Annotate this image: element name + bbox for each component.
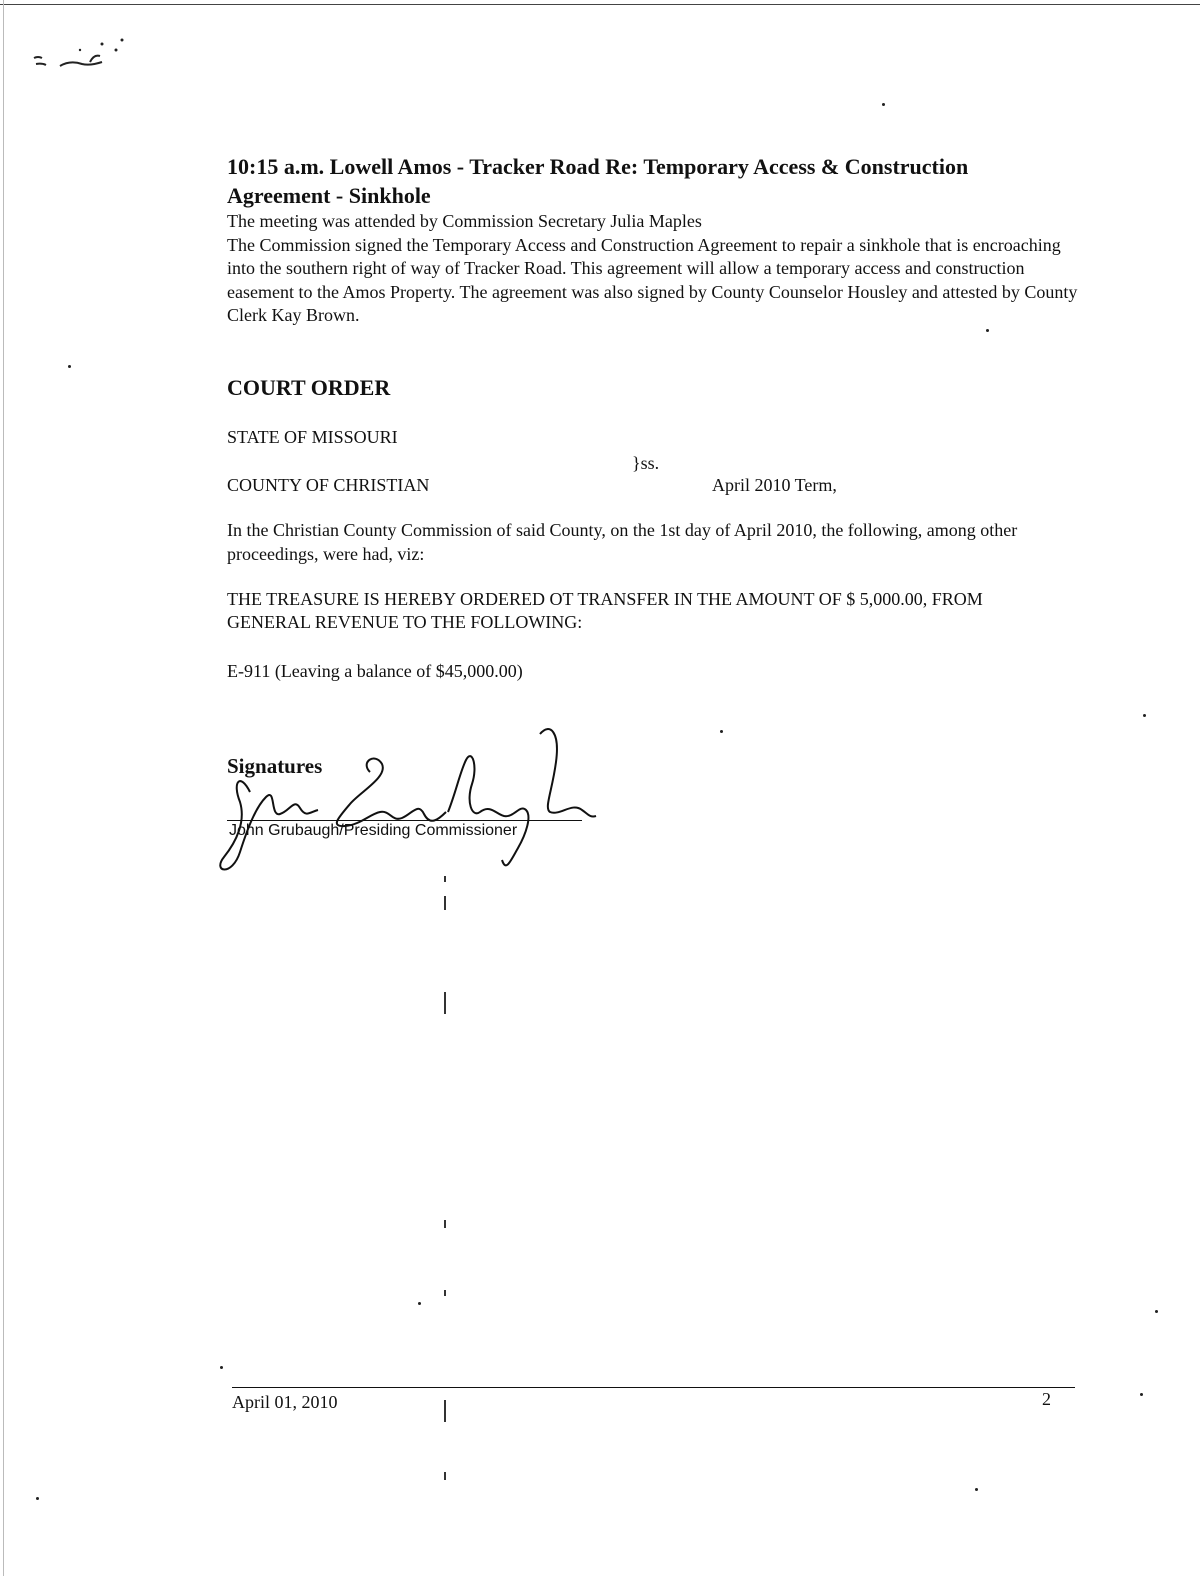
transfer-order-line-2: GENERAL REVENUE TO THE FOLLOWING: — [227, 612, 583, 632]
scan-dash — [444, 1290, 446, 1296]
ss-marker: }ss. — [632, 453, 660, 473]
scan-speck — [986, 329, 989, 332]
scan-dash — [444, 896, 446, 910]
scan-speck — [1155, 1310, 1158, 1313]
scan-dash — [444, 1472, 446, 1480]
court-order-title: COURT ORDER — [227, 375, 391, 400]
scan-dash — [444, 1400, 446, 1422]
scan-dash — [444, 992, 446, 1014]
scan-dash — [444, 1220, 446, 1228]
meeting-heading — [227, 152, 1087, 210]
state-line: STATE OF MISSOURI — [227, 427, 398, 447]
footer-date: April 01, 2010 — [232, 1392, 338, 1412]
proceedings-text: In the Christian County Commission of said County, on the 1st day of April 2010, the following, among other proceedings, were had, viz: — [227, 520, 1018, 564]
meeting-heading-line-1: 10:15 a.m. Lowell Amos - Tracker Road Re: Temporary Access & Construction — [227, 154, 969, 179]
county-line: COUNTY OF CHRISTIAN — [227, 475, 430, 495]
scan-speck — [36, 1497, 39, 1500]
signature-caption: John Grubaugh/Presiding Commissioner — [229, 822, 518, 839]
scan-speck — [1143, 714, 1146, 717]
scan-speck — [1140, 1393, 1143, 1396]
scan-speck — [68, 365, 71, 368]
scan-speck — [418, 1302, 421, 1305]
footer-rule — [232, 1387, 1075, 1388]
transfer-order-line-1: THE TREASURE IS HEREBY ORDERED OT TRANSFER IN THE AMOUNT OF $ 5,000.00, FROM — [227, 589, 983, 609]
transfer-order — [227, 588, 1087, 634]
scan-speck — [720, 730, 723, 733]
scan-speck — [882, 103, 885, 106]
transfer-item: E-911 (Leaving a balance of $45,000.00) — [227, 661, 523, 681]
meeting-body — [227, 210, 1087, 328]
scan-border-left — [3, 0, 4, 1576]
page-number: 2 — [1042, 1389, 1051, 1409]
scan-border-top — [0, 4, 1200, 5]
scan-speck — [975, 1488, 978, 1491]
scan-speck — [220, 1366, 223, 1369]
signatures-heading: Signatures — [227, 754, 323, 778]
meeting-heading-line-2: Agreement - Sinkhole — [227, 183, 431, 208]
scan-artifact-mark — [30, 36, 140, 81]
term-line: April 2010 Term, — [712, 475, 837, 495]
handwritten-signature — [210, 722, 600, 882]
attendance-text: The meeting was attended by Commission Secretary Julia Maples — [227, 211, 702, 231]
agreement-text: The Commission signed the Temporary Access and Construction Agreement to repair a sinkhole that is encroaching into the southern right of way of Tracker Road. This agreement will allow a temporary access and construction easement to the Amos Property. The agreement was also signed by County Counselor Housley and attested by County Clerk Kay Brown. — [227, 234, 1078, 325]
